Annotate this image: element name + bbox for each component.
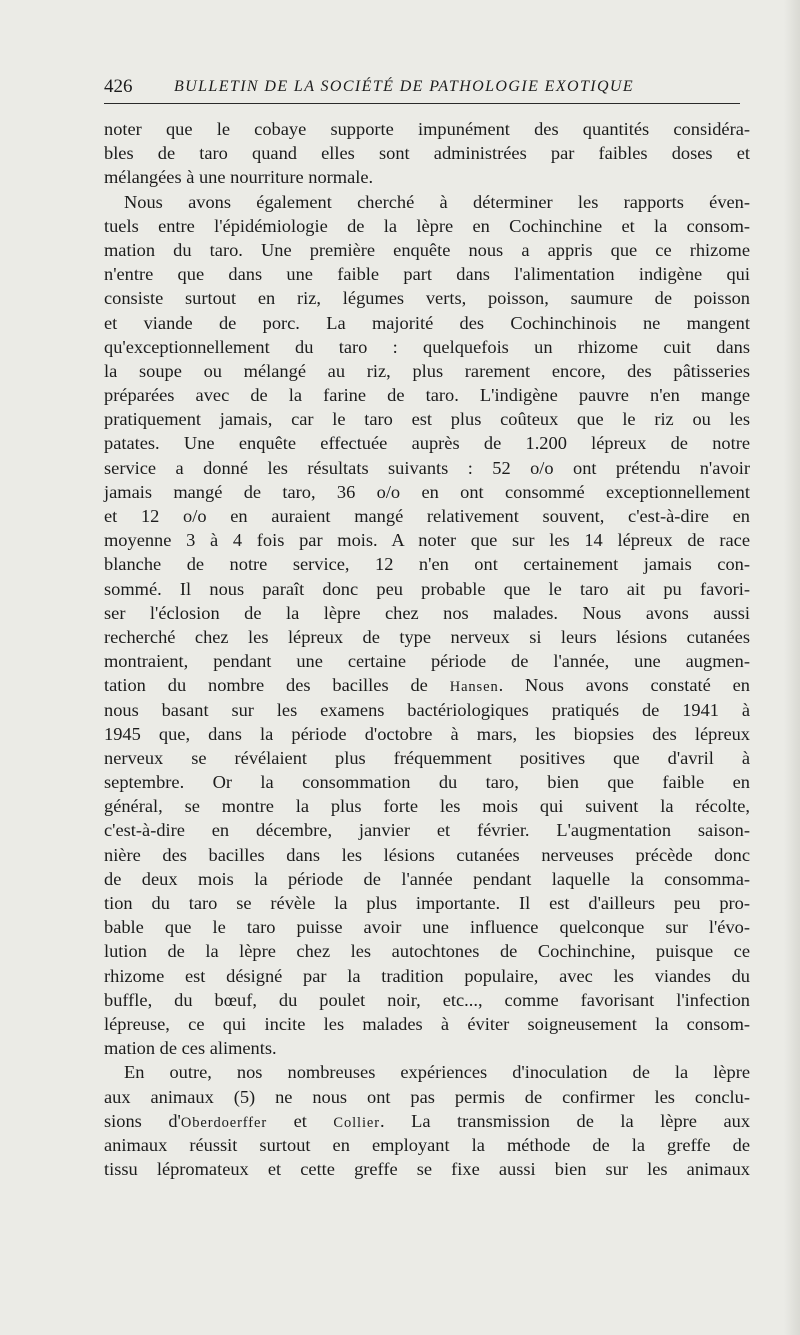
author-name: Collier <box>333 1114 380 1131</box>
page-header <box>104 72 740 102</box>
text-line: jamais mangé de taro, 36 o/o en ont consommé exceptionnellement <box>104 481 750 502</box>
text-line: lépreuse, ce qui incite les malades à éviter soigneusement la consom- <box>104 1013 750 1034</box>
text-line: Nous avons également cherché à déterminer les rapports éven- <box>124 191 750 212</box>
text-line: aux animaux (5) ne nous ont pas permis de confirmer les conclu- <box>104 1086 750 1107</box>
page-edge-shadow <box>784 0 800 1335</box>
text-line: service a donné les résultats suivants : 52 o/o ont prétendu n'avoir <box>104 457 750 478</box>
author-name: Hansen <box>449 679 499 696</box>
text-line: qu'exceptionnellement du taro : quelquefois un rhizome cuit dans <box>104 336 750 357</box>
text-line: préparées avec de la farine de taro. L'indigène pauvre n'en mange <box>104 385 750 406</box>
text-segment: . La transmission de la lèpre aux <box>379 1110 751 1131</box>
text-line: nière des bacilles dans les lésions cutanées nerveuses précède donc <box>104 844 750 865</box>
text-segment: sions d' <box>104 1110 181 1131</box>
text-line: pratiquement jamais, car le taro est plus coûteux que le riz ou les <box>104 409 750 430</box>
text-line: lution de la lèpre chez les autochtones de Cochinchine, puisque ce <box>104 941 750 962</box>
text-line: consiste surtout en riz, légumes verts, poisson, saumure de poisson <box>104 288 750 309</box>
text-line: moyenne 3 à 4 fois par mois. A noter que sur les 14 lépreux de race <box>104 530 750 551</box>
text-line: blanche de notre service, 12 n'en ont certainement jamais con- <box>104 554 750 575</box>
text-line <box>104 1109 750 1133</box>
text-line: ser l'éclosion de la lèpre chez nos malades. Nous avons aussi <box>104 602 750 623</box>
text-line: tissu lépromateux et cette greffe se fixe aussi bien sur les animaux <box>104 1159 750 1180</box>
header-rule <box>104 103 740 104</box>
text-line: et 12 o/o en auraient mangé relativement souvent, c'est-à-dire en <box>104 506 750 526</box>
text-line <box>104 673 750 697</box>
body-text <box>104 117 750 1181</box>
text-line: et viande de porc. La majorité des Cochinchinois ne mangent <box>104 312 750 333</box>
text-line: montraient, pendant une certaine période de l'année, une augmen- <box>104 651 750 672</box>
text-segment: tation du nombre des bacilles de <box>104 675 450 696</box>
text-line: général, se montre la plus forte les mois qui suivent la récolte, <box>104 796 750 817</box>
text-line: la soupe ou mélangé au riz, plus rarement encore, des pâtisseries <box>104 360 750 381</box>
text-line: 1945 que, dans la période d'octobre à mars, les biopsies des lépreux <box>104 723 750 744</box>
author-name: Oberdoerffer <box>180 1114 268 1131</box>
text-line: de deux mois la période de l'année pendant laquelle la consomma- <box>104 868 750 889</box>
text-line: mation du taro. Une première enquête nous a appris que ce rhizome <box>104 239 750 260</box>
text-line: patates. Une enquête effectuée auprès de 1.200 lépreux de notre <box>104 433 750 454</box>
text-line: En outre, nos nombreuses expériences d'inoculation de la lèpre <box>124 1062 750 1083</box>
text-line: bles de taro quand elles sont administrées par faibles doses et <box>104 143 750 164</box>
text-line: animaux réussit surtout en employant la méthode de la greffe de <box>104 1134 750 1155</box>
text-line: mélangées à une nourriture normale. <box>104 167 374 188</box>
text-line: mation de ces aliments. <box>104 1038 277 1059</box>
text-line: noter que le cobaye supporte impunément des quantités considéra- <box>104 119 750 139</box>
text-line: sommé. Il nous paraît donc peu probable que le taro ait pu favori- <box>104 578 750 599</box>
text-line: buffle, du bœuf, du poulet noir, etc..., comme favorisant l'infection <box>104 989 750 1010</box>
text-line: rhizome est désigné par la tradition populaire, avec les viandes du <box>104 965 750 986</box>
running-title: BULLETIN DE LA SOCIÉTÉ DE PATHOLOGIE EXOTIQUE <box>174 78 635 95</box>
text-line: bable que le taro puisse avoir une influence quelconque sur l'évo- <box>104 917 750 938</box>
text-line: nous basant sur les examens bactériologiques pratiqués de 1941 à <box>104 699 750 720</box>
text-line: n'entre que dans une faible part dans l'alimentation indigène qui <box>104 264 750 285</box>
page-number: 426 <box>104 76 133 97</box>
text-line: tuels entre l'épidémiologie de la lèpre en Cochinchine et la consom- <box>104 215 750 236</box>
text-line: septembre. Or la consommation du taro, bien que faible en <box>104 772 750 793</box>
text-segment: . Nous avons constaté en <box>498 675 751 696</box>
text-line: c'est-à-dire en décembre, janvier et février. L'augmentation saison- <box>104 820 750 841</box>
text-segment: et <box>267 1110 334 1131</box>
text-line: recherché chez les lépreux de type nerveux si leurs lésions cutanées <box>104 626 750 647</box>
text-line: tion du taro se révèle la plus importante. Il est d'ailleurs peu pro- <box>104 893 750 913</box>
text-line: nerveux se révélaient plus fréquemment positives que d'avril à <box>104 747 750 768</box>
